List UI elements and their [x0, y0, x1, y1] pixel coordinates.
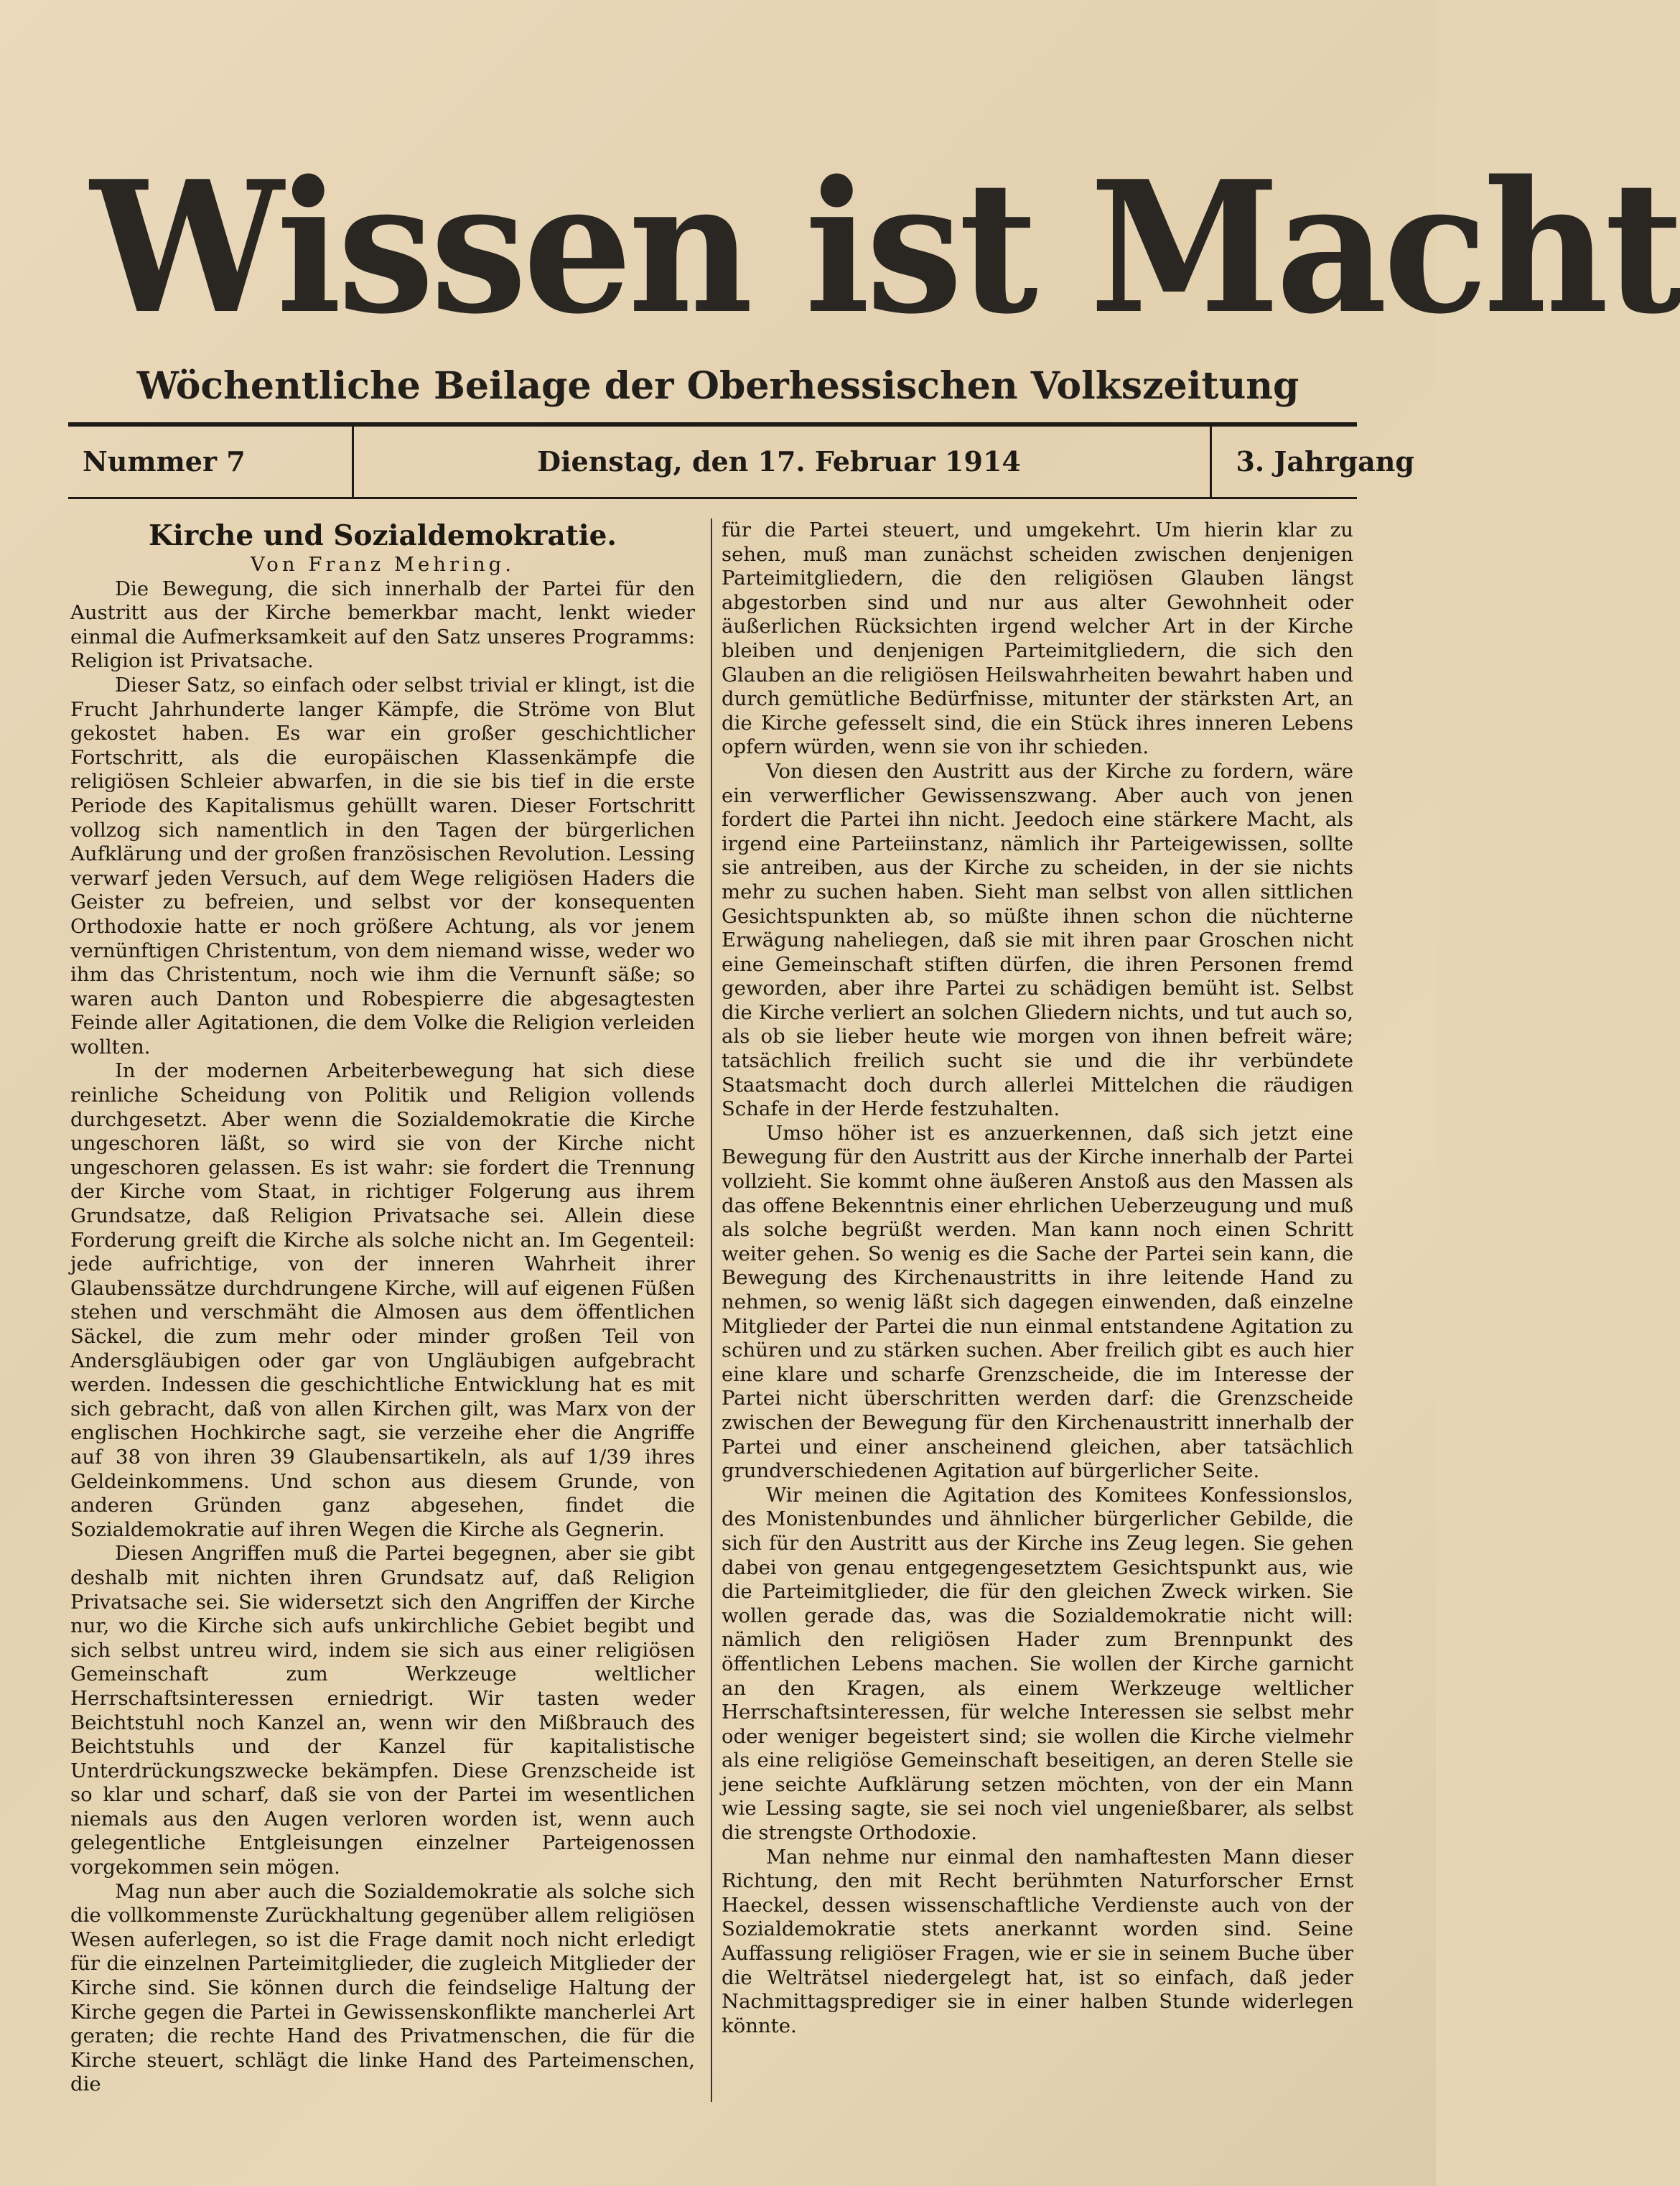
article-title: Kirche und Sozialdemokratie. [149, 519, 617, 552]
paragraph: Diesen Angriffen muß die Partei begegnen, aber sie gibt deshalb mit nichten ihren Grundsatz auf, daß Religion Privatsache sei. Sie widersetzt sich den Angriffen der Kirche nur, wo die Kirche sich aufs unkirchliche Gebiet begibt und sich selbst untreu wird, indem sie sich aus einer religiösen Gemeinschaft zum Werkzeuge weltlicher Herrschaftsinteressen erniedrigt. Wir tasten weder Beichtstuhl noch Kanzel an, wenn wir den Mißbrauch des Beichtstuhls und der Kanzel für kapitalistische Unterdrückungszwecke bekämpfen. Diese Grenzscheide ist so klar und scharf, daß sie von der Partei im wesentlichen niemals aus den Augen verloren worden ist, wenn auch gelegentliche Entgleisungen einzelner Parteigenossen vorgekommen sein mögen. [70, 1542, 695, 1879]
issue-date: Dienstag, den 17. Februar 1914 [537, 445, 1021, 478]
masthead-subtitle: Wöchentliche Beilage der Oberhessischen Volkszeitung [136, 364, 1299, 408]
article-byline: Von Franz Mehring. [250, 553, 515, 576]
article-column-left [70, 518, 695, 2097]
paragraph: Wir meinen die Agitation des Komitees Konfessionslos, des Monistenbundes und ähnlicher bürgerlicher Gebilde, die sich für den Austritt aus der Kirche ins Zeug legen. Sie gehen dabei von genau entgegengesetztem Gesichtspunkt aus, wie die Parteimitglieder, die für den gleichen Zweck wirken. Sie wollen gerade das, was die Sozialdemokratie nicht will: nämlich den religiösen Hader zum Brennpunkt des öffentlichen Lebens machen. Sie wollen der Kirche garnicht an den Kragen, als einem Werkzeuge weltlicher Herrschaftsinteressen, für welche Interessen sie selbst mehr oder weniger begeistert sind; sie wollen die Kirche vielmehr als eine religiöse Gemeinschaft beseitigen, an deren Stelle sie jene seichte Aufklärung setzen möchten, von der ein Mann wie Lessing sagte, sie sei noch viel ungenießbarer, als selbst die strengste Orthodoxie. [722, 1483, 1353, 1845]
issue-year: 3. Jahrgang [1236, 445, 1414, 478]
paragraph: für die Partei steuert, und umgekehrt. Um hierin klar zu sehen, muß man zunächst scheiden zwischen denjenigen Parteimitgliedern, die den religiösen Glauben längst abgestorben sind und nur aus alter Gewohnheit oder äußerlichen Rücksichten irgend welcher Art in der Kirche bleiben und denjenigen Parteimitgliedern, die sich den Glauben an die religiösen Heilswahrheiten bewahrt haben und durch gemütliche Bedürfnisse, mitunter der stärksten Art, an die Kirche gefesselt sind, die ein Stück ihres inneren Lebens opfern würden, wenn sie von ihr schieden. [722, 518, 1353, 759]
paragraph: In der modernen Arbeiterbewegung hat sich diese reinliche Scheidung von Politik und Religion vollends durchgesetzt. Aber wenn die Sozialdemokratie die Kirche ungeschoren läßt, so wird sie von der Kirche nicht ungeschoren gelassen. Es ist wahr: sie fordert die Trennung der Kirche vom Staat, in richtiger Folgerung aus ihrem Grundsatze, daß Religion Privatsache sei. Allein diese Forderung greift die Kirche als solche nicht an. Im Gegenteil: jede aufrichtige, von der inneren Wahrheit ihrer Glaubenssätze durchdrungene Kirche, will auf eigenen Füßen stehen und verschmäht die Almosen aus dem öffentlichen Säckel, die zum mehr oder minder großen Teil von Andersgläubigen oder gar von Ungläubigen aufgebracht werden. Indessen die geschichtliche Entwicklung hat es mit sich gebracht, daß von allen Kirchen gilt, was Marx von der englischen Hochkirche sagt, sie verzeihe eher die Angriffe auf 38 von ihren 39 Glaubensartikeln, als auf 1/39 ihres Geldeinkommens. Und schon aus diesem Grunde, von anderen Gründen ganz abgesehen, findet die Sozialdemokratie auf ihren Wegen die Kirche als Gegnerin. [70, 1059, 695, 1541]
article-column-right [722, 518, 1353, 2038]
info-divider [352, 427, 354, 497]
masthead-title: Wissen ist Macht [90, 141, 1680, 354]
paragraph: Umso höher ist es anzuerkennen, daß sich jetzt eine Bewegung für den Austritt aus der Kirche innerhalb der Partei vollzieht. Sie kommt ohne äußeren Anstoß aus den Massen als das offene Bekenntnis einer ehrlichen Ueberzeugung und muß als solche begrüßt werden. Man kann noch einen Schritt weiter gehen. So wenig es die Sache der Partei sein kann, die Bewegung des Kirchenaustritts in ihre leitende Hand zu nehmen, so wenig läßt sich dagegen einwenden, daß einzelne Mitglieder der Partei die nun einmal entstandene Agitation zu schüren und zu stärken suchen. Aber freilich gibt es auch hier eine klare und scharfe Grenzscheide, die im Interesse der Partei nicht überschritten werden darf: die Grenzscheide zwischen der Bewegung für den Kirchenaustritt innerhalb der Partei und einer anscheinend gleichen, aber tatsächlich grundverschiedenen Agitation auf bürgerlicher Seite. [722, 1121, 1353, 1483]
paragraph: Dieser Satz, so einfach oder selbst trivial er klingt, ist die Frucht Jahrhunderte langer Kämpfe, die Ströme von Blut gekostet haben. Es war ein großer geschichtlicher Fortschritt, als die europäischen Klassenkämpfe die religiösen Schleier abwarfen, in die sie bis tief in die erste Periode des Kapitalismus gehüllt waren. Dieser Fortschritt vollzog sich namentlich in den Tagen der bürgerlichen Aufklärung und der großen französischen Revolution. Lessing verwarf jeden Versuch, auf dem Wege religiösen Haders die Geister zu befreien, und selbst vor der konsequenten Orthodoxie hatte er noch größere Achtung, als vor jenem vernünftigen Christentum, von dem niemand wisse, weder wo ihm das Christentum, noch wie ihm die Vernunft säße; so waren auch Danton und Robespierre die abgesagtesten Feinde aller Agitationen, die dem Volke die Religion verleiden wollten. [70, 673, 695, 1059]
paragraph: Man nehme nur einmal den namhaftesten Mann dieser Richtung, den mit Recht berühmten Naturforscher Ernst Haeckel, dessen wissenschaftliche Verdienste auch von der Sozialdemokratie stets anerkannt worden sind. Seine Auffassung religiöser Fragen, wie er sie in seinem Buche über die Welträtsel niedergelegt hat, ist so einfach, daß jeder Nachmittagsprediger sie in einer halben Stunde widerlegen könnte. [722, 1845, 1353, 2037]
paragraph: Von diesen den Austritt aus der Kirche zu fordern, wäre ein verwerflicher Gewissenszwang. Aber auch von jenen fordert die Partei ihn nicht. Jeedoch eine stärkere Macht, als irgend eine Parteiinstanz, nämlich ihr Parteigewissen, sollte sie antreiben, aus der Kirche zu scheiden, in der sie nichts mehr zu suchen haben. Sieht man selbst von allen sittlichen Gesichtspunkten ab, so müßte ihnen schon die nüchterne Erwägung naheliegen, daß sie mit ihren paar Groschen nicht eine Gemeinschaft stiften dürfen, die ihren Personen fremd geworden, aber ihre Partei zu schädigen bemüht ist. Selbst die Kirche verliert an solchen Gliedern nichts, und tut auch so, als ob sie lieber heute wie morgen von ihnen befreit wäre; tatsächlich freilich sucht sie und die ihr verbündete Staatsmacht doch durch allerlei Mittelchen die räudigen Schafe in der Herde festzuhalten. [722, 759, 1353, 1121]
issue-info-bar [68, 422, 1414, 499]
info-divider [1210, 427, 1212, 497]
issue-number: Nummer 7 [83, 445, 246, 478]
paragraph: Die Bewegung, die sich innerhalb der Partei für den Austritt aus der Kirche bemerkbar macht, lenkt wieder einmal die Aufmerksamkeit auf den Satz unseres Programms: Religion ist Privatsache. [70, 577, 695, 673]
paragraph: Mag nun aber auch die Sozialdemokratie als solche sich die vollkommenste Zurückhaltung gegenüber allem religiösen Wesen auferlegen, so ist die Frage damit noch nicht erledigt für die einzelnen Parteimitglieder, die zugleich Mitglieder der Kirche sind. Sie können durch die feindselige Haltung der Kirche gegen die Partei in Gewissenskonflikte mancherlei Art geraten; die rechte Hand des Privatmenschen, die für die Kirche steuert, schlägt die linke Hand des Parteimenschen, die [70, 1879, 695, 2096]
column-divider [711, 518, 712, 2102]
